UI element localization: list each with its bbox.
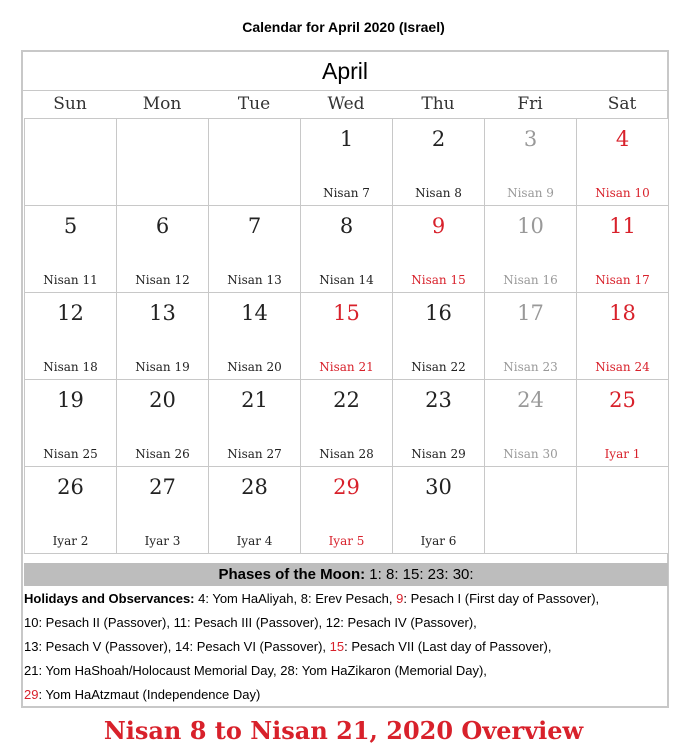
hebrew-date: Nisan 18 [43,360,98,374]
hebrew-date: Nisan 12 [135,273,190,287]
hebrew-date: Iyar 3 [144,534,181,548]
moon-phases-bar [24,563,668,586]
empty-day-cell [116,118,209,206]
hebrew-date: Nisan 13 [227,273,282,287]
hebrew-date: Nisan 9 [507,186,554,200]
day-cell [116,466,209,554]
day-cell [300,466,393,554]
day-cell [24,205,117,293]
gregorian-date: 11 [609,214,636,238]
day-cell [208,466,301,554]
hebrew-date: Iyar 5 [328,534,365,548]
gregorian-date: 12 [57,301,84,325]
hebrew-date: Nisan 10 [595,186,650,200]
day-cell [208,379,301,467]
hebrew-date: Nisan 24 [595,360,650,374]
day-cell [208,205,301,293]
day-cell [24,379,117,467]
day-cell [576,205,669,293]
hebrew-date: Iyar 4 [236,534,273,548]
weekday-mon: Mon [142,94,182,114]
moon-phases-label: Phases of the Moon: [218,566,366,583]
day-cell [576,379,669,467]
gregorian-date: 13 [149,301,176,325]
day-cell [392,118,485,206]
gregorian-date: 24 [517,388,544,412]
hebrew-date: Nisan 15 [411,273,466,287]
weekday-header-row [24,91,668,118]
empty-day-cell [208,118,301,206]
overview-title: Nisan 8 to Nisan 21, 2020 Overview [103,716,584,745]
gregorian-date: 15 [333,301,360,325]
hebrew-date: Nisan 20 [227,360,282,374]
gregorian-date: 27 [149,475,176,499]
weekday-sat: Sat [607,94,637,114]
holidays-section [24,587,664,707]
gregorian-date: 26 [57,475,84,499]
holiday-line [24,611,664,635]
gregorian-date: 20 [149,388,176,412]
day-cell [484,379,577,467]
gregorian-date: 29 [333,475,360,499]
day-cell [116,379,209,467]
day-cell [300,379,393,467]
gregorian-date: 8 [339,214,354,238]
day-cell [300,118,393,206]
hebrew-date: Nisan 21 [319,360,374,374]
holiday-text: 13: Pesach V (Passover), 14: Pesach VI (Passover), [24,639,330,654]
holiday-text: 21: Yom HaShoah/Holocaust Memorial Day, 28: Yom HaZikaron (Memorial Day), [24,663,487,678]
holiday-line [24,683,664,707]
gregorian-date: 10 [517,214,544,238]
day-cell [484,205,577,293]
day-cell [576,292,669,380]
weekday-thu: Thu [421,94,455,114]
gregorian-date: 28 [241,475,268,499]
gregorian-date: 6 [155,214,170,238]
hebrew-date: Nisan 16 [503,273,558,287]
holiday-line [24,659,664,683]
hebrew-date: Nisan 8 [415,186,462,200]
day-cell [116,292,209,380]
holiday-text: 4: Yom HaAliyah, 8: Erev Pesach, [194,591,397,606]
holiday-date-highlight: 15 [329,639,345,654]
day-cell [484,292,577,380]
empty-day-cell [484,466,577,554]
gregorian-date: 14 [241,301,268,325]
hebrew-date: Nisan 27 [227,447,282,461]
hebrew-date: Nisan 30 [503,447,558,461]
day-cell [300,205,393,293]
day-cell [392,292,485,380]
weekday-wed: Wed [327,94,365,114]
gregorian-date: 18 [609,301,636,325]
hebrew-date: Nisan 11 [43,273,98,287]
gregorian-date: 30 [425,475,452,499]
holidays-label: Holidays and Observances: [24,591,195,606]
holiday-date-highlight: 29 [24,687,39,702]
day-cell [208,292,301,380]
holiday-line [24,635,664,659]
hebrew-date: Nisan 26 [135,447,190,461]
hebrew-date: Nisan 22 [411,360,466,374]
calendar-table [21,50,669,708]
holiday-text: 10: Pesach II (Passover), 11: Pesach III (Passover), 12: Pesach IV (Passover), [24,615,477,630]
hebrew-date: Iyar 6 [420,534,457,548]
gregorian-date: 7 [247,214,262,238]
hebrew-date: Nisan 25 [43,447,98,461]
gregorian-date: 4 [615,127,630,151]
weekday-fri: Fri [517,94,543,114]
day-cell [484,118,577,206]
hebrew-date: Nisan 14 [319,273,374,287]
gregorian-date: 17 [517,301,544,325]
day-cell [392,466,485,554]
weekday-tue: Tue [237,94,271,114]
page-title: Calendar for April 2020 (Israel) [242,19,445,35]
gregorian-date: 25 [609,388,636,412]
hebrew-date: Nisan 28 [319,447,374,461]
hebrew-date: Nisan 19 [135,360,190,374]
weekday-sun: Sun [53,94,87,114]
hebrew-date: Nisan 17 [595,273,650,287]
gregorian-date: 2 [431,127,446,151]
moon-phases-values: 1: 8: 15: 23: 30: [369,566,474,583]
empty-day-cell [24,118,117,206]
holiday-text: : Pesach I (First day of Passover), [403,591,600,606]
day-cell [300,292,393,380]
holiday-line [24,587,664,611]
gregorian-date: 22 [333,388,360,412]
hebrew-date: Iyar 2 [52,534,89,548]
hebrew-date: Nisan 29 [411,447,466,461]
hebrew-date: Nisan 23 [503,360,558,374]
gregorian-date: 21 [241,388,268,412]
gregorian-date: 3 [523,127,538,151]
gregorian-date: 16 [425,301,452,325]
holiday-text: : Pesach VII (Last day of Passover), [344,639,552,654]
empty-day-cell [576,466,669,554]
day-cell [24,466,117,554]
hebrew-date: Nisan 7 [323,186,370,200]
day-cell [24,292,117,380]
gregorian-date: 9 [431,214,446,238]
gregorian-date: 5 [63,214,78,238]
day-cell [392,379,485,467]
day-grid [24,118,668,555]
hebrew-date: Iyar 1 [604,447,641,461]
day-cell [116,205,209,293]
holiday-text: : Yom HaAtzmaut (Independence Day) [38,687,261,702]
gregorian-date: 23 [425,388,452,412]
gregorian-date: 1 [339,127,354,151]
holiday-date-highlight: 9 [396,591,404,606]
month-header: April [23,52,667,91]
day-cell [576,118,669,206]
day-cell [392,205,485,293]
gregorian-date: 19 [57,388,84,412]
